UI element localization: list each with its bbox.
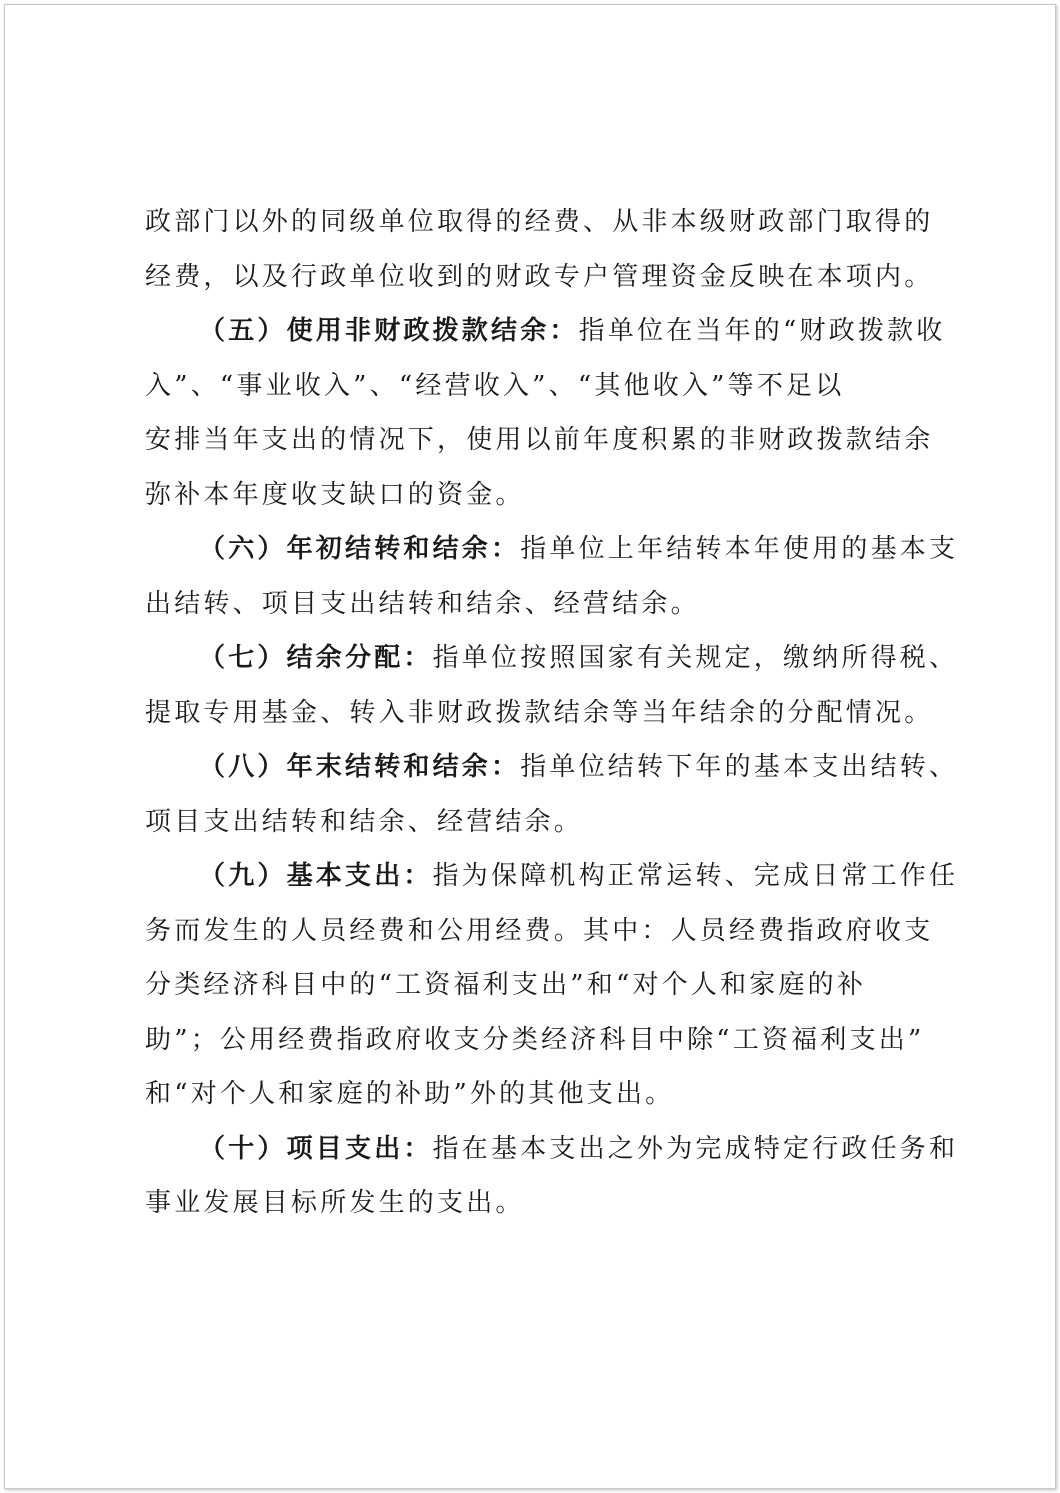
line-text: 分类经济科目中的“工资福利支出”和“对个人和家庭的补 [145,970,867,1000]
line-text: 项目支出结转和结余、经营结余。 [145,806,584,837]
body-line [145,958,925,1013]
line-text: 经费，以及行政单位收到的财政专户管理资金反映在本项内。 [145,261,934,292]
line-text: 政部门以外的同级单位取得的经费、从非本级财政部门取得的 [145,207,934,237]
section-heading: （九）基本支出： [199,861,433,891]
line-text: 指单位在当年的“财政拨款收 [578,316,946,346]
document-page [4,4,1056,1489]
body-line [145,904,934,959]
section-heading: （十）项目支出： [199,1133,433,1164]
body-line [145,195,934,250]
line-text: 和“对个人和家庭的补助”外的其他支出。 [145,1079,675,1109]
line-text: 提取专用基金、转入非财政拨款结余等当年结余的分配情况。 [145,697,934,728]
line-text: 出结转、项目支出结转和结余、经营结余。 [145,588,700,619]
line-text: 务而发生的人员经费和公用经费。其中：人员经费指政府收支 [145,915,934,946]
section-heading: （七）结余分配： [199,643,433,673]
line-text: 指单位上年结转本年使用的基本支 [520,534,959,564]
body-line [145,413,934,468]
document-body [145,195,959,1231]
line-text: 指单位按照国家有关规定，缴纳所得税、 [432,643,959,673]
line-text: 事业发展目标所发生的支出。 [145,1188,525,1218]
body-line [145,795,925,850]
body-line [145,250,934,305]
section-eight-line [145,740,959,795]
line-text: 指在基本支出之外为完成特定行政任务和 [432,1133,959,1164]
line-text: 指为保障机构正常运转、完成日常工作任 [432,861,959,891]
body-line [145,1176,925,1231]
section-nine-line [145,849,959,904]
section-seven-line [145,631,959,686]
section-five-line [145,304,946,359]
body-line [145,686,934,741]
body-line [145,468,925,523]
body-line [145,1067,925,1122]
line-text: 弥补本年度收支缺口的资金。 [145,479,525,510]
section-heading: （五）使用非财政拨款结余： [199,316,579,346]
section-six-line [145,522,959,577]
body-line [145,577,925,632]
section-heading: （八）年末结转和结余： [199,752,521,782]
line-text: 指单位结转下年的基本支出结转、 [520,752,959,782]
line-text: 入”、“事业收入”、“经营收入”、“其他收入”等不足以 [145,370,845,401]
section-ten-line [145,1122,959,1177]
body-line [145,359,925,414]
body-line [145,1013,925,1068]
section-heading: （六）年初结转和结余： [199,534,521,564]
line-text: 安排当年支出的情况下，使用以前年度积累的非财政拨款结余 [145,425,934,455]
line-text: 助”；公用经费指政府收支分类经济科目中除“工资福利支出” [145,1024,925,1055]
